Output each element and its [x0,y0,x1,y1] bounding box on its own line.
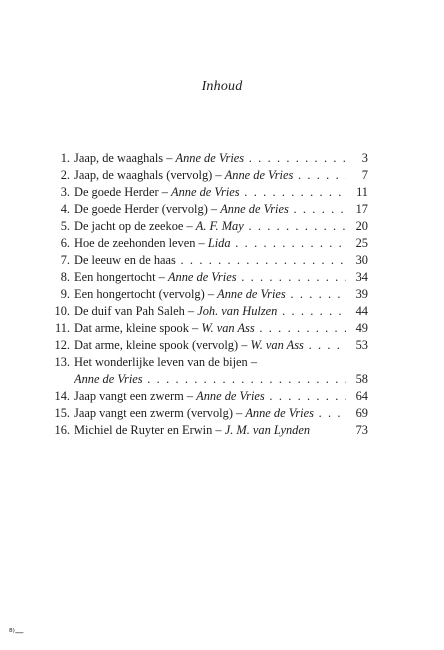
toc-entry [54,235,368,252]
entry-body [74,405,346,422]
entry-separator: – [238,338,251,352]
entry-page: 69 [346,405,368,422]
entry-title: De jacht op de zeekoe [74,219,184,233]
toc-entry [54,201,368,218]
entry-number: 9. [60,287,70,301]
entry-page: 25 [346,235,368,252]
entry-separator: – [183,219,196,233]
entry-page: 34 [346,269,368,286]
entry-page: 64 [346,388,368,405]
entry-page: 7 [346,167,368,184]
entry-page: 58 [346,371,368,388]
entry-title: Jaap vangt een zwerm (vervolg) [74,406,233,420]
entry-number: 2. [60,168,70,182]
entry-number: 11. [54,321,70,335]
entry-title: De leeuw en de haas [74,253,176,267]
entry-title: Jaap vangt een zwerm [74,389,184,403]
entry-separator: – [212,168,225,182]
entry-page: 20 [346,218,368,235]
entry-number: 14. [54,389,70,403]
entry-number: 8. [60,270,70,284]
entry-author: Anne de Vries [167,270,237,284]
entry-author: Anne de Vries [245,406,314,420]
entry-body [74,388,346,405]
toc-entry [54,252,368,269]
entry-number: 6. [60,236,70,250]
entry-title: Het wonderlijke leven van de bijen – [74,355,258,369]
printer-mark: ⁸⁾— [9,628,24,638]
page-title: Inhoud [201,79,243,94]
entry-title: Jaap, de waaghals (vervolg) [74,168,213,182]
entry-number: 16. [54,423,70,437]
entry-title: Dat arme, kleine spook (vervolg) [74,338,239,352]
toc-entry-continuation [54,371,368,388]
toc-entry [54,405,368,422]
entry-separator: – [163,151,176,165]
entry-body [74,354,346,371]
entry-page: 49 [346,320,368,337]
entry-number: 13. [54,355,70,369]
entry-title: Een hongertocht (vervolg) [74,287,205,301]
entry-separator: – [195,236,208,250]
entry-body [74,201,346,218]
entry-separator: – [188,321,202,335]
entry-number: 12. [54,338,70,352]
entry-separator: – [204,287,218,301]
entry-separator: – [183,389,197,403]
entry-title: De duif van Pah Saleh [74,304,185,318]
entry-body [74,320,346,337]
toc-entry [54,286,368,303]
toc-entry [54,337,368,354]
entry-author: A. F. May [195,219,244,233]
entry-author: W. van Ass [250,338,304,352]
entry-page: 3 [346,150,368,167]
entry-page: 11 [346,184,368,201]
entry-title: Hoe de zeehonden leven [74,236,196,250]
entry-body [74,303,346,320]
entry-body [74,286,346,303]
entry-author: W. van Ass [201,321,255,335]
entry-body [74,371,346,388]
toc-entry [54,388,368,405]
entry-page: 53 [346,337,368,354]
entry-author: Anne de Vries [74,372,143,386]
entry-author: Anne de Vries [171,185,240,199]
entry-title: De goede Herder [74,185,159,199]
entry-number: 5. [60,219,70,233]
entry-body [74,218,346,235]
entry-page: 39 [346,286,368,303]
entry-number: 10. [54,304,70,318]
entry-author: Anne de Vries [196,389,265,403]
entry-title: Een hongertocht [74,270,156,284]
entry-author: Anne de Vries [175,151,245,165]
entry-number: 1. [60,151,70,165]
entry-separator: – [184,304,198,318]
entry-page: 30 [346,252,368,269]
entry-author: J. M. van Lynden [224,423,311,437]
toc-entry [54,218,368,235]
toc-entry [54,167,368,184]
entry-author: Anne de Vries [217,287,286,301]
entry-title: Jaap, de waaghals [74,151,164,165]
entry-body [74,150,346,167]
entry-number: 3. [60,185,70,199]
entry-title: De goede Herder (vervolg) [74,202,208,216]
entry-author: Anne de Vries [220,202,289,216]
entry-author: Anne de Vries [224,168,294,182]
entry-body [74,422,346,439]
entry-page: 44 [346,303,368,320]
table-of-contents [54,150,368,439]
entry-separator: – [232,406,246,420]
entry-title: Dat arme, kleine spook [74,321,189,335]
toc-entry [54,184,368,201]
entry-author: Joh. van Hulzen [197,304,278,318]
entry-body [74,167,346,184]
entry-page: 17 [346,201,368,218]
toc-entry [54,354,368,371]
toc-entry [54,269,368,286]
entry-number: 7. [60,253,70,267]
entry-separator: – [212,423,225,437]
entry-title: Michiel de Ruyter en Erwin [74,423,213,437]
entry-page: 73 [346,422,368,439]
toc-entry [54,320,368,337]
entry-separator: – [158,185,172,199]
entry-number: 15. [54,406,70,420]
entry-body [74,337,346,354]
toc-entry [54,303,368,320]
toc-entry [54,150,368,167]
entry-separator: – [207,202,221,216]
entry-body [74,269,346,286]
toc-entry [54,422,368,439]
entry-author: Lida [207,236,231,250]
entry-body [74,252,346,269]
entry-number: 4. [60,202,70,216]
entry-body [74,235,346,252]
entry-body [74,184,346,201]
entry-separator: – [155,270,168,284]
